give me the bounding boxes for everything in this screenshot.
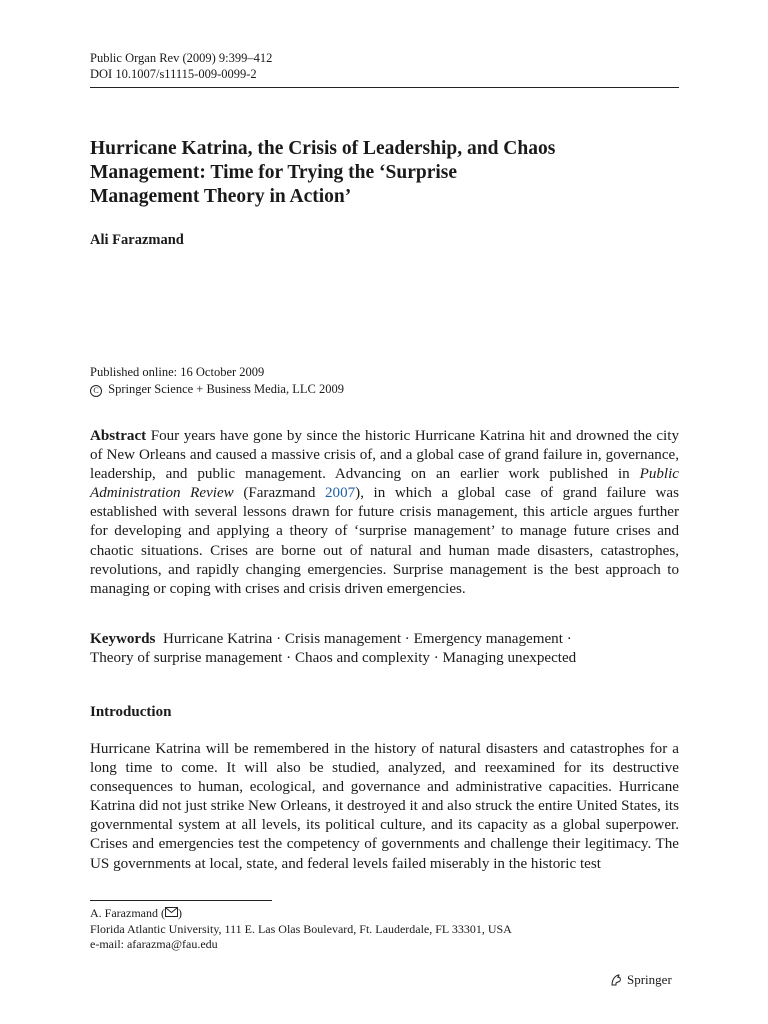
citation-link[interactable]: 2007 xyxy=(324,485,356,502)
copyright-icon: C xyxy=(90,385,102,397)
header-divider xyxy=(90,87,679,88)
footnote-author: A. Farazmand ( xyxy=(90,906,165,920)
keywords-line: Hurricane Katrina · Crisis management · Emergency management · xyxy=(162,631,572,647)
publisher-name: Springer xyxy=(627,972,672,987)
doi[interactable]: DOI 10.1007/s11115-009-0099-2 xyxy=(90,67,257,81)
journal-header xyxy=(90,50,272,82)
journal-name: Public Administration Review xyxy=(90,466,679,502)
title-line: Management Theory in Action’ xyxy=(90,186,352,207)
abstract-text: Four years have gone by since the historic Hurricane Katrina hit and drowned the city of New Orleans and caused a massive crisis of, and a global case of grand failure in, governance, leadership, and public management. Advancing on an earlier work published in xyxy=(90,428,679,483)
envelope-icon[interactable] xyxy=(165,907,178,917)
keywords-label: Keywords xyxy=(90,631,156,647)
abstract xyxy=(90,427,679,599)
springer-horse-icon xyxy=(609,973,623,987)
affiliation: Florida Atlantic University, 111 E. Las Olas Boulevard, Ft. Lauderdale, FL 33301, USA xyxy=(90,921,512,936)
copyright-line xyxy=(90,381,344,398)
copyright-text: Springer Science + Business Media, LLC 2009 xyxy=(108,382,344,396)
title-line: Hurricane Katrina, the Crisis of Leadership, and Chaos xyxy=(90,138,556,159)
introduction-text: Hurricane Katrina will be remembered in the history of natural disasters and catastrophes for a long time to come. It will also be studied, analyzed, and reexamined for its destructive consequences to human, ecological, and governance and administrative capacities. Hurricane Katrina did not just strike New Orleans, it destroyed it and also struck the entire United States, its governmental system at all levels, its political culture, and its capacity as a global superpower. Crises and emergencies test the competency of governments and challenge their legitimacy. The US governments at local, state, and federal levels failed miserably in the historic test xyxy=(90,741,679,872)
abstract-text: ), in which a global case of grand failure was established with several lessons drawn for future crisis management, this article argues further for developing and applying a theory of ‘surprise management’ to manage future crises and chaotic situations. Crises are borne out of natural and human made disasters, catastrophes, revolutions, and rapidly changing emergencies. Surprise management is the best approach to managing or coping with crises and crisis driven emergencies. xyxy=(90,485,679,597)
footnote-author-close: ) xyxy=(177,906,182,920)
publisher-logo xyxy=(609,972,672,988)
author-name: Ali Farazmand xyxy=(90,232,184,248)
article-title xyxy=(90,137,679,209)
footnote xyxy=(90,906,512,953)
corresponding-author xyxy=(90,906,512,922)
journal-citation: Public Organ Rev (2009) 9:399–412 xyxy=(90,51,273,65)
publication-info xyxy=(90,364,344,398)
section-heading: Introduction xyxy=(90,704,172,720)
footnote-divider xyxy=(90,900,272,901)
published-date: Published online: 16 October 2009 xyxy=(90,365,265,379)
title-line: Management: Time for Trying the ‘Surprise xyxy=(90,162,458,183)
email[interactable]: e-mail: afarazma@fau.edu xyxy=(90,937,218,951)
keywords-line: Theory of surprise management · Chaos and complexity · Managing unexpected xyxy=(90,650,577,667)
abstract-label: Abstract xyxy=(90,428,147,444)
keywords xyxy=(90,630,679,668)
abstract-text: (Farazmand xyxy=(243,485,316,502)
